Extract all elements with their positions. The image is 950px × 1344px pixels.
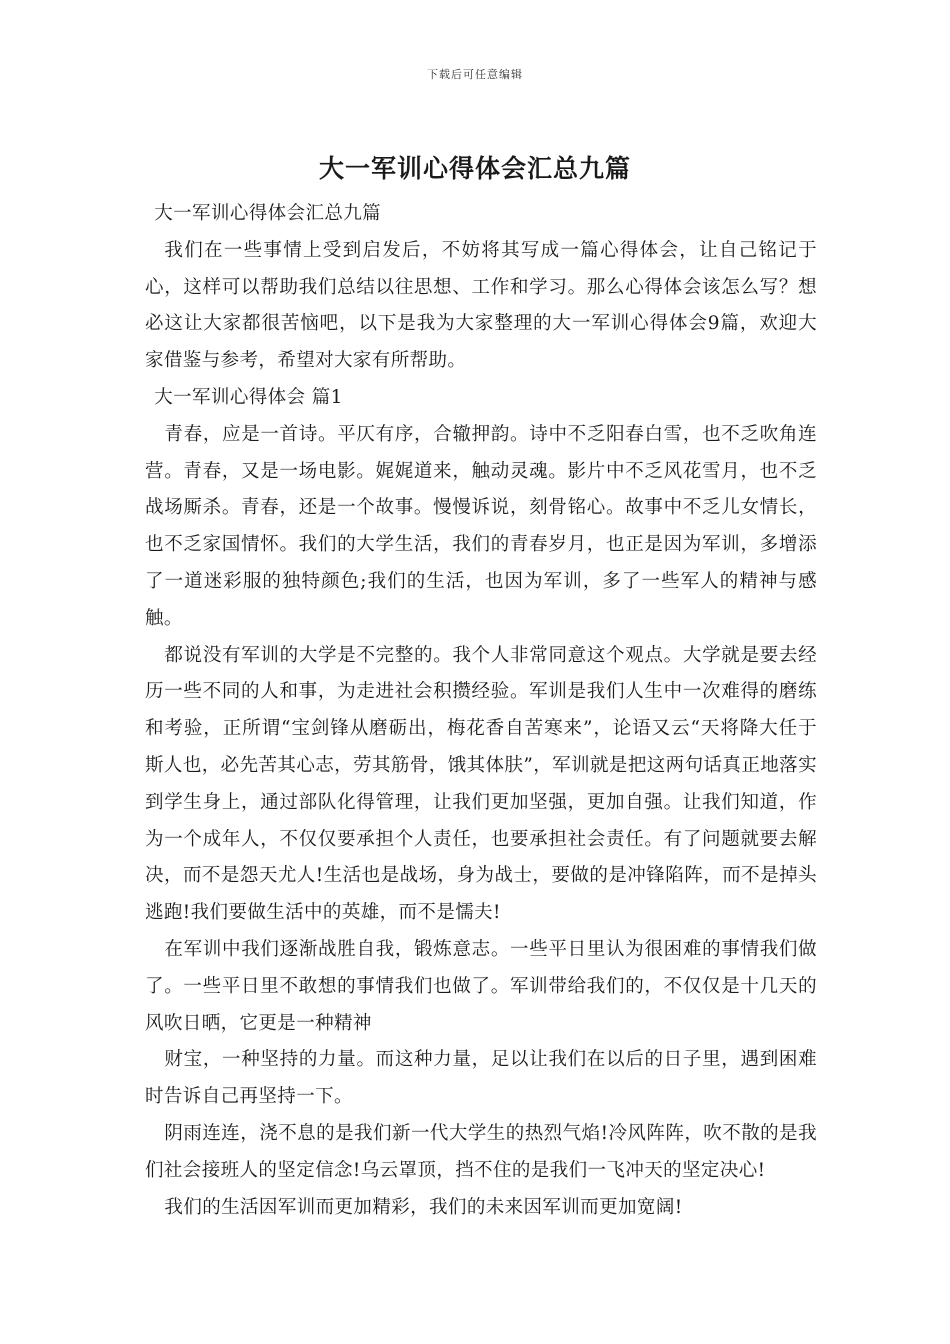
body-paragraph: 在军训中我们逐渐战胜自我，锻炼意志。一些平日里认为很困难的事情我们做了。一些平日里不敢想的事情我们也做了。军训带给我们的，不仅仅是十几天的风吹日晒，它更是一种精神 <box>145 938 817 1034</box>
body-paragraph: 财宝，一种坚持的力量。而这种力量，足以让我们在以后的日子里，遇到困难时告诉自己再坚持一下。 <box>145 1049 817 1108</box>
body-paragraph: 青春，应是一首诗。平仄有序，合辙押韵。诗中不乏阳春白雪，也不乏吹角连营。青春，又是一场电影。娓娓道来，触动灵魂。影片中不乏风花雪月，也不乏战场厮杀。青春，还是一个故事。慢慢诉说，刻骨铭心。故事中不乏儿女情长，也不乏家国情怀。我们的大学生活，我们的青春岁月，也正是因为军训，多增添了一道迷彩服的独特颜色;我们的生活，也因为军训，多了一些军人的精神与感触。 <box>145 423 817 629</box>
header-note: 下载后可任意编辑 <box>427 68 523 81</box>
section-heading: 大一军训心得体会 篇1 <box>154 386 343 408</box>
document-subtitle: 大一军训心得体会汇总九篇 <box>154 203 382 224</box>
document-body <box>145 196 817 1226</box>
intro-paragraph: 我们在一些事情上受到启发后，不妨将其写成一篇心得体会，让自己铭记于心，这样可以帮助我们总结以往思想、工作和学习。那么心得体会该怎么写？想必这让大家都很苦恼吧，以下是我为大家整理的大一军训心得体会9篇，欢迎大家借鉴与参考，希望对大家有所帮助。 <box>145 239 817 372</box>
document-title: 大一军训心得体会汇总九篇 <box>318 154 631 183</box>
body-paragraph: 我们的生活因军训而更加精彩，我们的未来因军训而更加宽阔! <box>164 1196 683 1218</box>
body-paragraph: 阴雨连连，浇不息的是我们新一代大学生的热烈气焰!冷风阵阵，吹不散的是我们社会接班人的坚定信念!乌云罩顶，挡不住的是我们一飞冲天的坚定决心! <box>145 1122 817 1181</box>
body-paragraph: 都说没有军训的大学是不完整的。我个人非常同意这个观点。大学就是要去经历一些不同的人和事，为走进社会积攒经验。军训是我们人生中一次难得的磨练和考验，正所谓“宝剑锋从磨砺出，梅花香自苦寒来”，论语又云“天将降大任于斯人也，必先苦其心志，劳其筋骨，饿其体肤”，军训就是把这两句话真正地落实到学生身上，通过部队化得管理，让我们更加坚强，更加自强。让我们知道，作为一个成年人，不仅仅要承担个人责任，也要承担社会责任。有了问题就要去解决，而不是怨天尤人!生活也是战场，身为战士，要做的是冲锋陷阵，而不是掉头逃跑!我们要做生活中的英雄，而不是懦夫! <box>145 644 817 924</box>
